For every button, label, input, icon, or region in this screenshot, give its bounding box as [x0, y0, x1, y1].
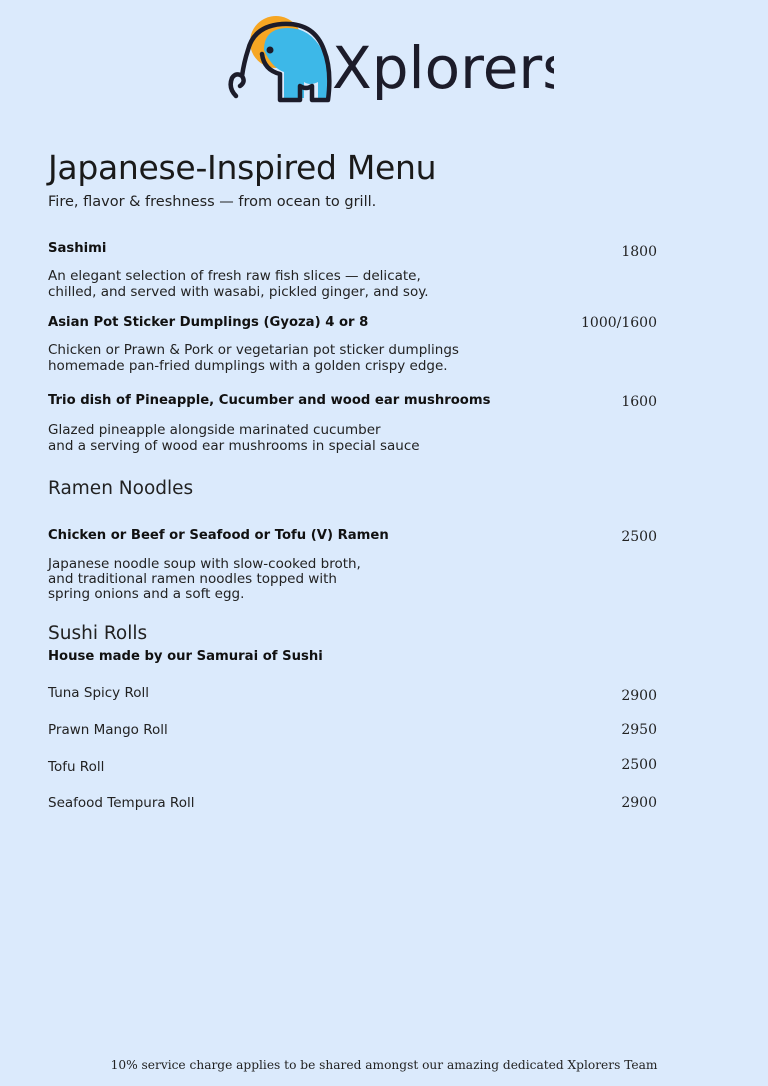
item-name-ramen: Chicken or Beef or Seafood or Tofu (V) Ramen	[48, 528, 389, 543]
item-price-ramen: 2500	[621, 529, 657, 545]
roll-name: Seafood Tempura Roll	[48, 795, 195, 811]
elephant-logo-icon	[224, 10, 554, 110]
service-charge-note: 10% service charge applies to be shared amongst our amazing dedicated Xplorers Team	[110, 1058, 658, 1072]
item-desc-gyoza	[48, 343, 459, 374]
item-name-trio: Trio dish of Pineapple, Cucumber and wood ear mushrooms	[48, 393, 491, 408]
desc-line: Chicken or Prawn & Pork or vegetarian pot sticker dumplings	[48, 342, 459, 358]
roll-name: Tuna Spicy Roll	[48, 685, 149, 701]
desc-line: Glazed pineapple alongside marinated cucumber	[48, 422, 381, 438]
item-desc-trio	[48, 423, 420, 454]
brand-logo	[224, 10, 554, 110]
desc-line: Japanese noodle soup with slow-cooked broth,	[48, 556, 361, 572]
item-desc-sashimi	[48, 269, 429, 300]
item-price-sashimi: 1800	[621, 244, 657, 260]
section-title-sushi: Sushi Rolls	[48, 623, 148, 644]
page-title: Japanese-Inspired Menu	[48, 148, 437, 187]
roll-name: Tofu Roll	[48, 759, 105, 775]
roll-price: 2950	[621, 722, 657, 738]
page-subtitle: Fire, flavor & freshness — from ocean to grill.	[48, 194, 377, 210]
item-name-sashimi: Sashimi	[48, 241, 107, 256]
desc-line: spring onions and a soft egg.	[48, 585, 245, 602]
brand-name: Xplorers	[332, 34, 554, 102]
item-name-gyoza: Asian Pot Sticker Dumplings (Gyoza) 4 or 8	[48, 315, 369, 330]
item-price-trio: 1600	[621, 394, 657, 410]
desc-line: chilled, and served with wasabi, pickled ginger, and soy.	[48, 283, 429, 300]
desc-line: homemade pan-fried dumplings with a golden crispy edge.	[48, 357, 448, 374]
roll-price: 2900	[621, 795, 657, 811]
roll-name: Prawn Mango Roll	[48, 722, 168, 738]
roll-price: 2900	[621, 688, 657, 704]
desc-line: and traditional ramen noodles topped with	[48, 570, 337, 587]
section-title-ramen: Ramen Noodles	[48, 478, 194, 499]
item-price-gyoza: 1000/1600	[581, 315, 657, 331]
section-subtitle-sushi: House made by our Samurai of Sushi	[48, 649, 323, 664]
desc-line: An elegant selection of fresh raw fish slices — delicate,	[48, 268, 421, 284]
desc-line: and a serving of wood ear mushrooms in special sauce	[48, 437, 420, 454]
item-desc-ramen	[48, 557, 361, 601]
roll-price: 2500	[621, 757, 657, 773]
